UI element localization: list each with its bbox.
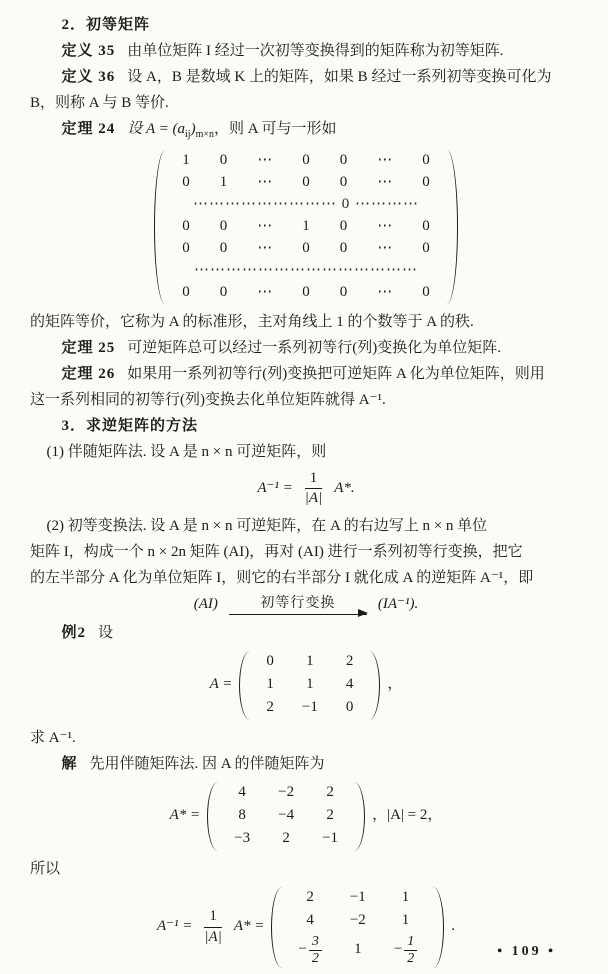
page-number: • 109 • (497, 944, 556, 959)
theorem-26-text-line2: 这一系列相同的初等行(列)变换去化单位矩阵就得 A⁻¹. (30, 392, 386, 408)
method-2-line1: (2) 初等变换法. 设 A 是 n × n 可逆矩阵，在 A 的右边写上 n × n 单位 (46, 517, 488, 534)
theorem-24 (30, 116, 582, 148)
final-lhs: A⁻¹ = (156, 918, 193, 935)
labeled-arrow (229, 596, 367, 615)
definition-35-text: 由单位矩阵 I 经过一次初等变换得到的矩阵称为初等矩阵. (127, 43, 504, 59)
final-trail: . (451, 918, 456, 935)
matrix-Astar-trail: ，|A| = 2， (372, 807, 443, 824)
matrix-A-trail: ， (387, 676, 403, 693)
transform-right: (IA⁻¹). (377, 596, 419, 613)
theorem-26 (30, 361, 582, 387)
subscript-mxn: m×n (195, 129, 215, 140)
definition-36-text-line1: 设 A，B 是数域 K 上的矩阵，如果 B 经过一系列初等变换可化为 (127, 69, 552, 85)
solution-text: 先用伴随矩阵法. 因 A 的伴随矩阵为 (89, 755, 325, 772)
solution (30, 751, 582, 777)
matrix-A-lhs: A = (209, 676, 233, 693)
method-1-adjoint: (1) 伴随矩阵法. 设 A 是 n × n 可逆矩阵，则 (46, 444, 327, 460)
example-2 (30, 620, 582, 646)
fraction-one-over-detA: $\frac{1}{|A|}$ (304, 470, 323, 507)
definition-35-label: 定义 35 (61, 43, 116, 59)
theorem-25-text: 可逆矩阵总可以经过一系列初等行(列)变换化为单位矩阵. (127, 340, 502, 356)
right-arrow-icon (229, 614, 367, 615)
section-heading-elementary-matrices: 2．初等矩阵 (61, 17, 151, 33)
theorem-24-seg3: ，则 A 可与一形如 (214, 121, 337, 137)
matrix-Astar-lhs: A* = (169, 807, 201, 824)
definition-35 (30, 38, 582, 64)
fraction-one-over-detA-2: $\frac{1}{|A|}$ (204, 908, 222, 945)
matrix-A: 0 1 2 1 1 4 2 −1 0 (239, 651, 380, 720)
solution-label: 解 (61, 755, 78, 772)
standard-form-matrix: 1 0 ⋯ 0 0 ⋯ 0 0 1 ⋯ 0 0 ⋯ 0 ⋯⋯⋯⋯⋯⋯⋯⋯⋯ 0 ⋯⋯⋯⋯ 0 0 ⋯ 1 0 ⋯ 0 0 0 ⋯ 0 0 ⋯ 0 ⋯⋯⋯⋯⋯⋯⋯⋯⋯⋯⋯⋯⋯⋯ 0 0 ⋯ 0 0 ⋯ 0 (154, 150, 458, 304)
example-2-text: 设 (98, 624, 114, 641)
therefore-text: 所以 (30, 860, 61, 877)
matrix-Astar: 4 −2 2 8 −4 2 −3 2 −1 (207, 782, 365, 851)
theorem-26-label: 定理 26 (61, 366, 116, 382)
definition-36 (30, 64, 582, 90)
arrow-label: 初等行变换 (260, 595, 336, 611)
final-mid: A* = (233, 918, 265, 935)
adjoint-inverse-formula (30, 470, 582, 508)
transform-left: (AI) (193, 596, 218, 613)
theorem-24-label: 定理 24 (61, 121, 116, 137)
theorem-24-seg1: 设 A = (a (127, 121, 186, 137)
formula-rhs: A*. (334, 480, 355, 497)
section-heading-inverse-methods: 3．求逆矩阵的方法 (61, 418, 199, 434)
matrix-Astar-display (30, 782, 582, 851)
method-2-line2: 矩阵 I，构成一个 n × 2n 矩阵 (AI)，再对 (AI) 进行一系列初等行变换，把它 (30, 543, 523, 560)
row-transform-formula (30, 596, 582, 615)
example-2-label: 例2 (61, 624, 87, 641)
theorem-26-text-line1: 如果用一系列初等行(列)变换把可逆矩阵 A 化为单位矩阵，则用 (127, 366, 545, 382)
subscript-ij: ij (185, 129, 191, 140)
definition-36-label: 定义 36 (61, 69, 116, 85)
formula-lhs: A⁻¹ = (257, 480, 293, 497)
standard-form-note: 的矩阵等价，它称为 A 的标准形，主对角线上 1 的个数等于 A 的秩. (30, 314, 474, 330)
standard-form-matrix-display (30, 150, 582, 304)
find-inverse-text: 求 A⁻¹. (30, 729, 76, 746)
theorem-24-seg2: ) (190, 121, 196, 137)
matrix-A-inverse: 2 −1 1 4 −2 1 − $\frac{3}{2}$ 1 − $\frac{1}{2}$ (271, 887, 444, 968)
theorem-25-label: 定理 25 (61, 340, 116, 356)
theorem-25 (30, 335, 582, 361)
definition-36-text-line2: B，则称 A 与 B 等价. (30, 95, 169, 111)
matrix-A-display (30, 651, 582, 720)
method-2-line3: 的左半部分 A 化为单位矩阵 I，则它的右半部分 I 就化成 A 的逆矩阵 A⁻¹，即 (30, 569, 534, 586)
